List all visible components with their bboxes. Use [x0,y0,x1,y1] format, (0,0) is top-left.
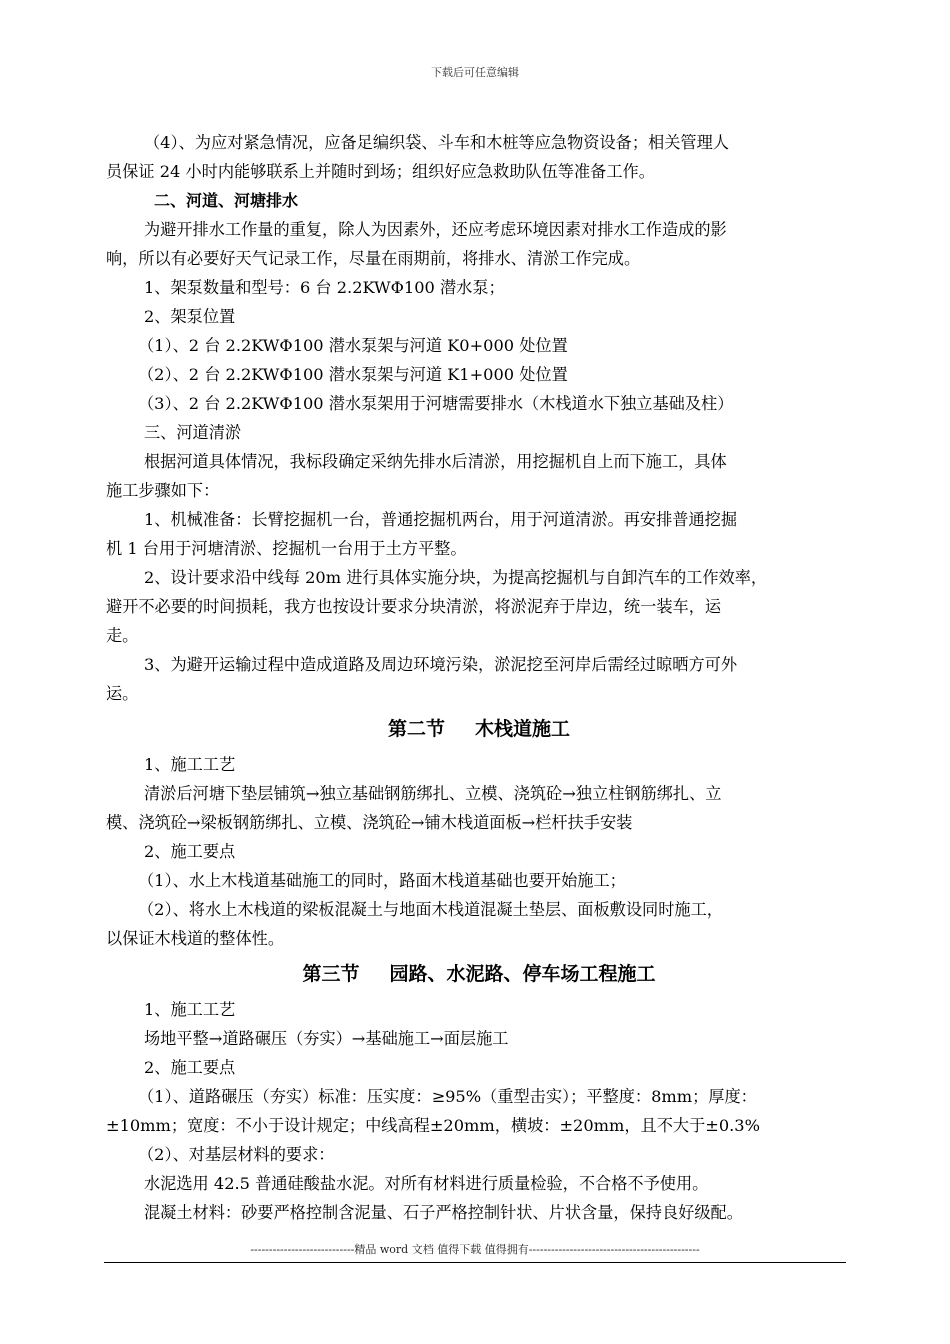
paragraph-line: 员保证 24 小时内能够联系上并随时到场；组织好应急救助队伍等准备工作。 [106,162,655,181]
paragraph-line: 以保证木栈道的整体性。 [106,929,285,948]
document-body [106,128,852,1227]
paragraph-line: 2、施工要点 [144,842,236,861]
paragraph-line: 清淤后河塘下垫层铺筑→独立基础钢筋绑扎、立模、浇筑砼→独立柱钢筋绑扎、立 [144,784,722,803]
paragraph-line: 运。 [106,684,139,703]
subsection-heading: 二、河道、河塘排水 [154,191,299,210]
paragraph-line: 2、施工要点 [144,1058,236,1077]
paragraph-line: 1、架泵数量和型号：6 台 2.2KWΦ100 潜水泵； [144,278,505,297]
paragraph-line: 1、机械准备：长臂挖掘机一台，普通挖掘机两台，用于河道清淤。再安排普通挖掘 [144,510,738,529]
page-footer-note: ----------------------------精品 word 文档 值得下载 值得拥有---------------------------------------------- [250,1243,700,1256]
section-title: 园路、水泥路、停车场工程施工 [389,963,656,985]
paragraph-line: （1）、水上木栈道基础施工的同时，路面木栈道基础也要开始施工； [138,871,626,890]
section-title: 木栈道施工 [475,718,571,740]
section-number: 第二节 [387,718,445,740]
section-heading [106,708,852,750]
paragraph-line: 2、架泵位置 [144,307,236,326]
page-header-note: 下载后可任意编辑 [431,66,519,79]
paragraph-line: 走。 [106,626,139,645]
paragraph-line: 水泥选用 42.5 普通硅酸盐水泥。对所有材料进行质量检验，不合格不予使用。 [144,1174,709,1193]
paragraph-line: 2、设计要求沿中线每 20m 进行具体实施分块，为提高挖掘机与自卸汽车的工作效率， [144,568,768,587]
paragraph-line: 响，所以有必要好天气记录工作，尽量在雨期前，将排水、清淤工作完成。 [106,249,641,268]
paragraph-line: （2）、将水上木栈道的梁板混凝土与地面木栈道混凝土垫层、面板敷设同时施工， [138,900,723,919]
paragraph-line: 1、施工工艺 [144,755,236,774]
paragraph-line: （2）、对基层材料的要求： [138,1145,335,1164]
section-heading [106,953,852,995]
paragraph-line: （4）、为应对紧急情况，应备足编织袋、斗车和木桩等应急物资设备；相关管理人 [144,133,729,152]
paragraph-line: 1、施工工艺 [144,1000,236,1019]
paragraph-line: 模、浇筑砼→梁板钢筋绑扎、立模、浇筑砼→铺木栈道面板→栏杆扶手安装 [106,813,633,832]
paragraph-line: （2）、2 台 2.2KWΦ100 潜水泵架与河道 K1+000 处位置 [138,365,568,384]
paragraph-line: （1）、道路碾压（夯实）标准：压实度：≥95%（重型击实）；平整度：8mm；厚度： [138,1087,757,1106]
paragraph-line: 施工步骤如下： [106,481,220,500]
paragraph-line: （1）、2 台 2.2KWΦ100 潜水泵架与河道 K0+000 处位置 [138,336,568,355]
paragraph-line: 3、为避开运输过程中造成道路及周边环境污染，淤泥挖至河岸后需经过晾晒方可外 [144,655,738,674]
paragraph-line: 三、河道清淤 [144,423,242,442]
paragraph-line: 根据河道具体情况，我标段确定采纳先排水后清淤，用挖掘机自上而下施工，具体 [144,452,727,471]
section-number: 第三节 [302,963,360,985]
paragraph-line: ±10mm；宽度：不小于设计规定；中线高程±20mm，横坡：±20mm，且不大于±0.3% [106,1116,760,1135]
paragraph-line: （3）、2 台 2.2KWΦ100 潜水泵架用于河塘需要排水（木栈道水下独立基础及柱） [138,394,734,413]
footer-divider [104,1262,846,1263]
paragraph-line: 为避开排水工作量的重复，除人为因素外，还应考虑环境因素对排水工作造成的影 [144,220,727,239]
paragraph-line: 机 1 台用于河塘清淤、挖掘机一台用于土方平整。 [106,539,467,558]
paragraph-line: 避开不必要的时间损耗，我方也按设计要求分块清淤，将淤泥弃于岸边，统一装车，运 [106,597,722,616]
paragraph-line: 场地平整→道路碾压（夯实）→基础施工→面层施工 [144,1029,509,1048]
paragraph-line: 混凝土材料：砂要严格控制含泥量、石子严格控制针状、片状含量，保持良好级配。 [144,1203,743,1222]
